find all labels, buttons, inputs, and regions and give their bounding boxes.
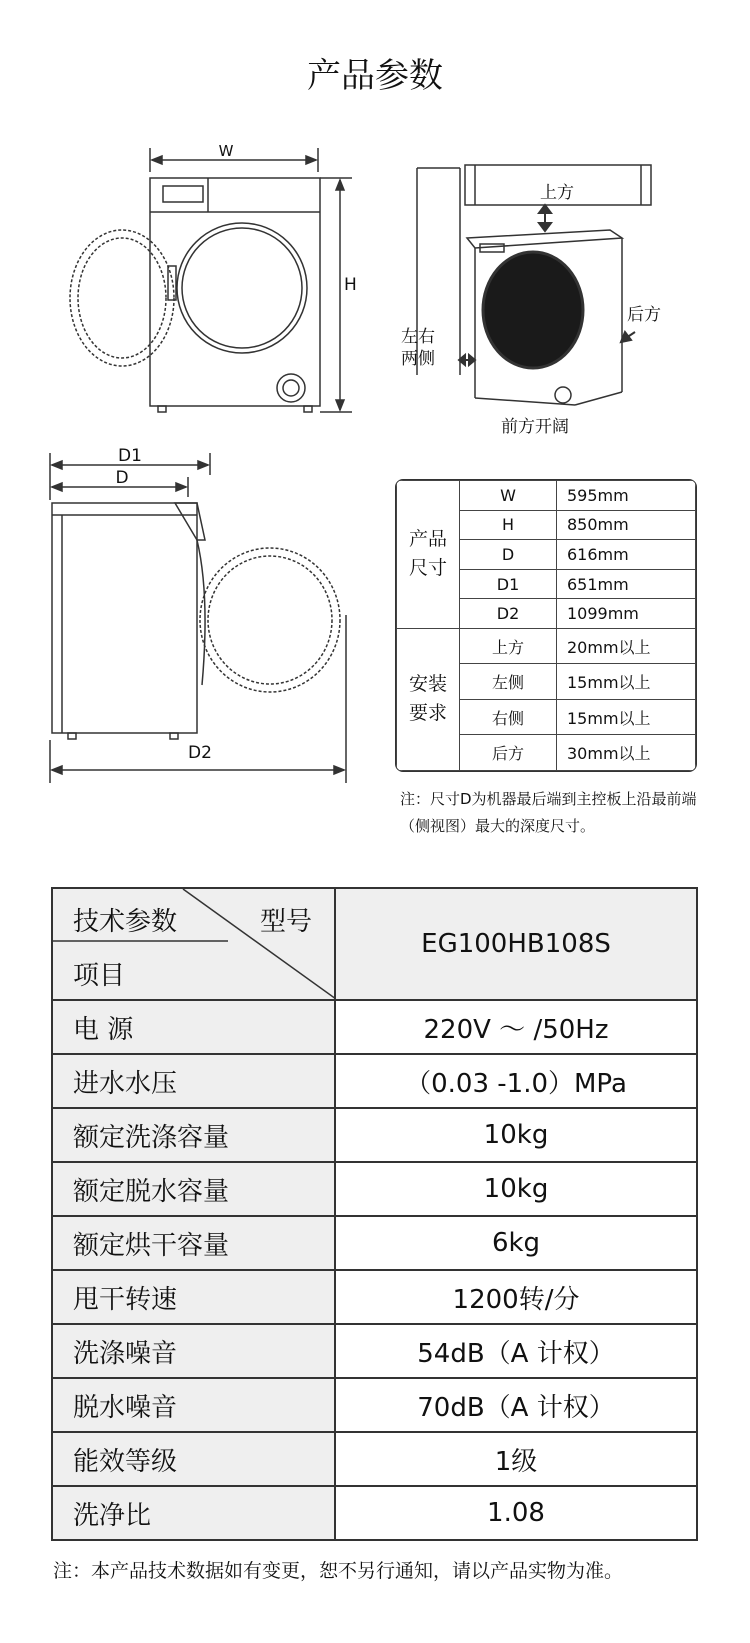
group-install-label: 安装 要求 <box>397 628 460 770</box>
label-back: 后方 <box>627 305 661 325</box>
spec-label: 洗净比 <box>52 1486 335 1540</box>
dimension-note: 注：尺寸D为机器最后端到主控板上沿最前端（侧视图）最大的深度尺寸。 <box>400 790 697 835</box>
install-value: 15mm以上 <box>557 664 696 700</box>
label-sides-2: 两侧 <box>401 349 435 369</box>
spec-value: 1.08 <box>335 1486 697 1540</box>
spec-value: 10kg <box>335 1162 697 1216</box>
dim-value: 1099mm <box>557 599 696 629</box>
spec-value: 1200转/分 <box>335 1270 697 1324</box>
spec-label: 甩干转速 <box>52 1270 335 1324</box>
dimension-table <box>395 479 697 772</box>
install-value: 20mm以上 <box>557 628 696 664</box>
model-number: EG100HB108S <box>335 888 697 1000</box>
spec-label: 能效等级 <box>52 1432 335 1486</box>
spec-value: 220V ～ /50Hz <box>335 1000 697 1054</box>
spec-value: 6kg <box>335 1216 697 1270</box>
spec-value: 70dB（A 计权） <box>335 1378 697 1432</box>
dim-key: W <box>460 481 557 511</box>
install-key: 后方 <box>460 735 557 771</box>
install-key: 上方 <box>460 628 557 664</box>
label-top: 上方 <box>540 183 574 203</box>
spec-label: 洗涤噪音 <box>52 1324 335 1378</box>
spec-value: 10kg <box>335 1108 697 1162</box>
spec-value: （0.03 -1.0）MPa <box>335 1054 697 1108</box>
label-w: W <box>218 142 234 160</box>
group-size-label: 产品 尺寸 <box>397 481 460 629</box>
install-value: 30mm以上 <box>557 735 696 771</box>
spec-header-cell <box>52 888 335 1000</box>
spec-table <box>51 887 698 1541</box>
label-d: D <box>115 468 129 488</box>
spec-label: 额定烘干容量 <box>52 1216 335 1270</box>
install-value: 15mm以上 <box>557 699 696 735</box>
spec-value: 54dB（A 计权） <box>335 1324 697 1378</box>
page-title: 产品参数 <box>307 56 443 96</box>
spec-label: 电 源 <box>52 1000 335 1054</box>
install-key: 右侧 <box>460 699 557 735</box>
dim-value: 651mm <box>557 569 696 599</box>
header-model: 型号 <box>259 907 312 937</box>
label-sides-1: 左右 <box>401 327 435 347</box>
label-h: H <box>344 275 357 295</box>
label-d2: D2 <box>188 743 212 763</box>
header-item: 项目 <box>73 961 126 991</box>
dim-key: D1 <box>460 569 557 599</box>
header-param: 技术参数 <box>73 907 178 937</box>
install-clearance-diagram <box>385 160 685 450</box>
install-key: 左侧 <box>460 664 557 700</box>
label-front: 前方开阔 <box>501 417 569 437</box>
side-view-diagram <box>40 445 360 790</box>
footer-note: 注：本产品技术数据如有变更，恕不另行通知，请以产品实物为准。 <box>53 1560 624 1582</box>
label-d1: D1 <box>118 446 142 466</box>
dim-key: H <box>460 510 557 540</box>
dim-key: D2 <box>460 599 557 629</box>
dim-value: 595mm <box>557 481 696 511</box>
spec-label: 额定洗涤容量 <box>52 1108 335 1162</box>
spec-label: 脱水噪音 <box>52 1378 335 1432</box>
dim-key: D <box>460 540 557 570</box>
dim-value: 616mm <box>557 540 696 570</box>
front-view-diagram <box>60 140 370 430</box>
spec-label: 额定脱水容量 <box>52 1162 335 1216</box>
spec-label: 进水水压 <box>52 1054 335 1108</box>
spec-value: 1级 <box>335 1432 697 1486</box>
dim-value: 850mm <box>557 510 696 540</box>
